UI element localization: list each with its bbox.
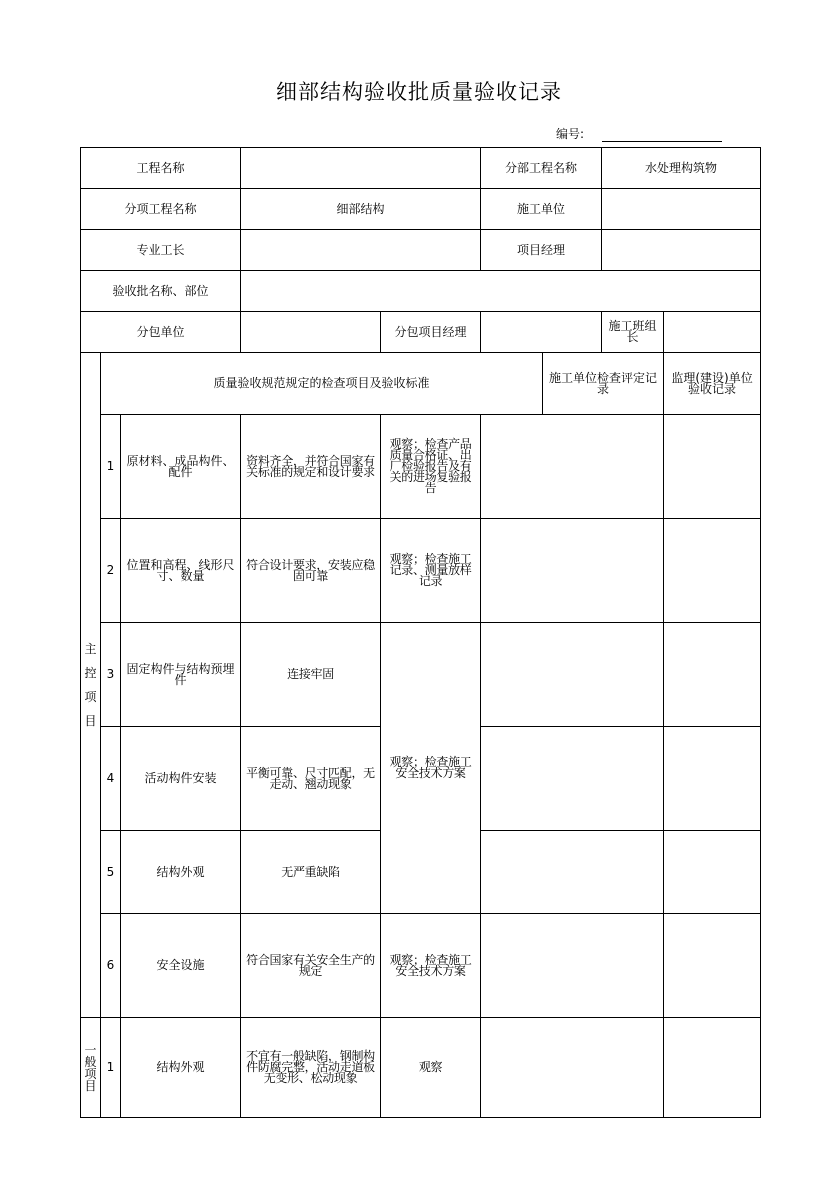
item-standard: 平衡可靠、尺寸匹配，无走动、翘动现象: [241, 727, 381, 831]
pm-field[interactable]: [602, 230, 761, 271]
item-number: 5: [101, 831, 121, 914]
page-title: 细部结构验收批质量验收记录: [276, 80, 562, 104]
item-name: 原材料、成品构件、配件: [121, 415, 241, 519]
header-row-3: [81, 230, 761, 271]
division-label: 分部工程名称: [481, 148, 602, 189]
header-row-2: [81, 189, 761, 230]
item-number: 1: [101, 415, 121, 519]
item-name: 活动构件安装: [121, 727, 241, 831]
table-row: [81, 519, 761, 623]
item-name: 位置和高程、线形尺寸、数量: [121, 519, 241, 623]
sub-pm-field[interactable]: [481, 312, 602, 353]
code-label: 编号:: [556, 127, 585, 141]
header-row-4: [81, 271, 761, 312]
item-number: 1: [101, 1018, 121, 1118]
item-standard: 符合设计要求，安装应稳固可靠: [241, 519, 381, 623]
item-method: 观察；检查施工安全技术方案: [381, 623, 481, 914]
contractor-field[interactable]: [602, 189, 761, 230]
contractor-record-cell[interactable]: [481, 623, 664, 727]
contractor-record-cell[interactable]: [481, 831, 664, 914]
supervisor-record-cell[interactable]: [664, 1018, 761, 1118]
item-standard: 连接牢固: [241, 623, 381, 727]
item-method: 观察: [381, 1018, 481, 1118]
item-standard: 符合国家有关安全生产的规定: [241, 914, 381, 1018]
item-standard: 资料齐全，并符合国家有关标准的规定和设计要求: [241, 415, 381, 519]
item-number: 2: [101, 519, 121, 623]
supervisor-record-cell[interactable]: [664, 415, 761, 519]
sub-unit-label: 分包单位: [81, 312, 241, 353]
item-standard: 无严重缺陷: [241, 831, 381, 914]
code-field[interactable]: [602, 141, 722, 142]
item-number: 6: [101, 914, 121, 1018]
contractor-record-cell[interactable]: [481, 1018, 664, 1118]
table-row: [81, 1018, 761, 1118]
supervisor-record-cell[interactable]: [664, 727, 761, 831]
table-row: [81, 623, 761, 727]
project-name-field[interactable]: [241, 148, 481, 189]
column-header-row: [81, 353, 761, 415]
supervisor-record-cell[interactable]: [664, 831, 761, 914]
supervisor-record-cell[interactable]: [664, 914, 761, 1018]
item-method: 观察；检查产品质量合格证、出厂检验报告及有关的进场复验报告: [381, 415, 481, 519]
project-name-label: 工程名称: [81, 148, 241, 189]
contractor-record-cell[interactable]: [481, 415, 664, 519]
contractor-record-cell[interactable]: [481, 914, 664, 1018]
foreman-field[interactable]: [241, 230, 481, 271]
item-name: 结构外观: [121, 831, 241, 914]
header-row-1: [81, 148, 761, 189]
division-value[interactable]: 水处理构筑物: [602, 148, 761, 189]
contractor-record-cell[interactable]: [481, 519, 664, 623]
item-name: 固定构件与结构预埋件: [121, 623, 241, 727]
pm-label: 项目经理: [481, 230, 602, 271]
contractor-record-cell[interactable]: [481, 727, 664, 831]
batch-label: 验收批名称、部位: [81, 271, 241, 312]
supervisor-record-cell[interactable]: [664, 519, 761, 623]
item-method: 观察；检查施工安全技术方案: [381, 914, 481, 1018]
item-standard: 不宜有一般缺陷，钢制构件防腐完整，活动走道板无变形、松动现象: [241, 1018, 381, 1118]
foreman-label: 专业工长: [81, 230, 241, 271]
subitem-value[interactable]: 细部结构: [241, 189, 481, 230]
standard-column-header: 质量验收规范规定的检查项目及验收标准: [101, 353, 543, 415]
contractor-label: 施工单位: [481, 189, 602, 230]
supervisor-record-cell[interactable]: [664, 623, 761, 727]
item-number: 3: [101, 623, 121, 727]
acceptance-table: [80, 147, 761, 1118]
contractor-record-header: 施工单位检查评定记录: [543, 353, 664, 415]
table-row: [81, 914, 761, 1018]
supervisor-record-header: 监理(建设)单位验收记录: [664, 353, 761, 415]
batch-field[interactable]: [241, 271, 761, 312]
item-number: 4: [101, 727, 121, 831]
team-leader-field[interactable]: [664, 312, 761, 353]
sub-unit-field[interactable]: [241, 312, 381, 353]
item-method: 观察；检查施工记录、测量放样记录: [381, 519, 481, 623]
item-name: 安全设施: [121, 914, 241, 1018]
subitem-label: 分项工程名称: [81, 189, 241, 230]
header-row-5: [81, 312, 761, 353]
item-name: 结构外观: [121, 1018, 241, 1118]
table-row: [81, 415, 761, 519]
team-leader-label: 施工班组长: [602, 312, 664, 353]
sub-pm-label: 分包项目经理: [381, 312, 481, 353]
main-section-label: 主 控 项 目: [81, 353, 101, 1018]
general-section-label: 一 般 项 目: [81, 1018, 101, 1118]
